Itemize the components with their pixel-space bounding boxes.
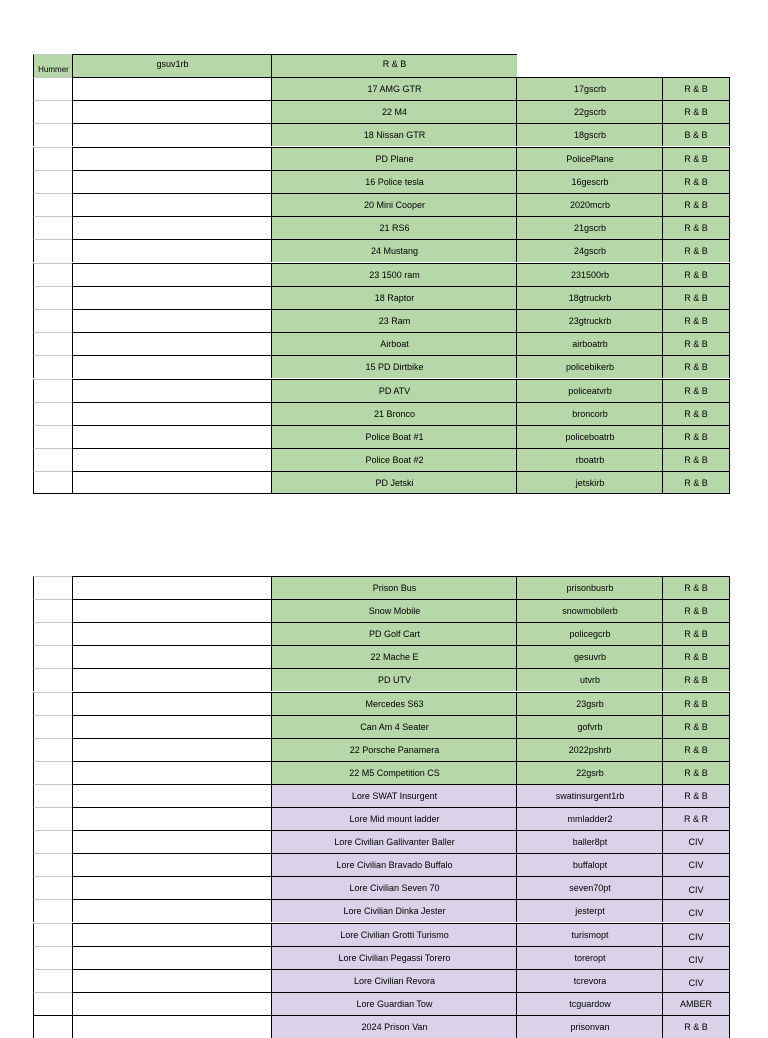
empty-cell[interactable] [72, 123, 272, 146]
spawn-code-cell[interactable]: 231500rb [516, 263, 663, 286]
vehicle-name-cell[interactable]: Lore Civilian Pegassi Torero [271, 946, 517, 969]
vehicle-name-cell[interactable]: Lore Civilian Grotti Turismo [271, 923, 517, 946]
category-cell[interactable]: CIV [662, 830, 730, 853]
table-row [0, 379, 768, 402]
category-cell[interactable]: CIV [662, 899, 730, 922]
empty-cell[interactable] [33, 355, 73, 378]
header-cell-c[interactable]: R & B [271, 54, 517, 77]
table-row [0, 830, 768, 853]
empty-cell[interactable] [72, 645, 272, 668]
empty-cell[interactable] [33, 239, 73, 262]
table-row [0, 1015, 768, 1032]
empty-cell[interactable] [72, 309, 272, 332]
empty-cell[interactable] [72, 622, 272, 645]
category-cell[interactable]: R & B [662, 425, 730, 448]
empty-cell[interactable] [33, 692, 73, 715]
category-cell[interactable]: R & B [662, 715, 730, 738]
category-cell[interactable]: R & B [662, 77, 730, 100]
empty-cell[interactable] [72, 784, 272, 807]
spawn-code-cell[interactable]: 16gescrb [516, 170, 663, 193]
empty-cell[interactable] [72, 738, 272, 761]
empty-cell[interactable] [72, 332, 272, 355]
table-row [0, 170, 768, 193]
empty-cell[interactable] [33, 622, 73, 645]
spawn-code-cell[interactable]: airboatrb [516, 332, 663, 355]
category-cell[interactable]: R & B [662, 576, 730, 599]
table-row [0, 77, 768, 100]
table-row [0, 692, 768, 715]
table-row [0, 425, 768, 448]
table-row [0, 402, 768, 425]
vehicle-name-cell[interactable]: Police Boat #1 [271, 425, 517, 448]
vehicle-name-cell[interactable]: 21 RS6 [271, 216, 517, 239]
empty-cell[interactable] [72, 286, 272, 309]
empty-cell[interactable] [33, 193, 73, 216]
empty-cell[interactable] [72, 668, 272, 691]
empty-cell[interactable] [72, 969, 272, 992]
category-cell[interactable]: R & B [662, 692, 730, 715]
empty-cell[interactable] [72, 876, 272, 899]
empty-cell[interactable] [72, 992, 272, 1015]
empty-cell[interactable] [33, 263, 73, 286]
spawn-code-cell[interactable]: policebikerb [516, 355, 663, 378]
table-row [0, 969, 768, 992]
empty-cell[interactable] [33, 761, 73, 784]
table-row [0, 599, 768, 622]
vehicle-name-cell[interactable]: Lore Civilian Gallivanter Baller [271, 830, 517, 853]
vehicle-name-cell[interactable]: Airboat [271, 332, 517, 355]
empty-cell[interactable] [33, 946, 73, 969]
vehicle-name-cell[interactable]: PD Jetski [271, 471, 517, 494]
category-cell[interactable]: R & B [662, 193, 730, 216]
spawn-code-cell[interactable]: snowmobilerb [516, 599, 663, 622]
vehicle-name-cell[interactable]: Mercedes S63 [271, 692, 517, 715]
table-row [0, 263, 768, 286]
header-cell-a[interactable]: Hummer [33, 54, 73, 77]
empty-cell[interactable] [33, 599, 73, 622]
category-cell[interactable]: R & B [662, 668, 730, 691]
vehicle-name-cell[interactable]: Lore Civilian Revora [271, 969, 517, 992]
vehicle-name-cell[interactable]: 23 Ram [271, 309, 517, 332]
category-cell[interactable]: CIV [662, 969, 730, 992]
table-row [0, 992, 768, 1015]
category-cell[interactable]: R & B [662, 784, 730, 807]
table-row [0, 147, 768, 170]
empty-cell[interactable] [33, 784, 73, 807]
empty-cell[interactable] [33, 899, 73, 922]
table-row [0, 923, 768, 946]
vehicle-name-cell[interactable]: PD Golf Cart [271, 622, 517, 645]
category-cell[interactable]: R & B [662, 379, 730, 402]
table-row [0, 355, 768, 378]
table-row [0, 286, 768, 309]
empty-cell[interactable] [72, 263, 272, 286]
empty-cell[interactable] [33, 1015, 73, 1038]
empty-cell[interactable] [33, 738, 73, 761]
vehicle-name-cell[interactable]: Lore Civilian Bravado Buffalo [271, 853, 517, 876]
empty-cell[interactable] [72, 715, 272, 738]
spawn-code-cell[interactable]: toreropt [516, 946, 663, 969]
empty-cell[interactable] [72, 402, 272, 425]
table-row [0, 100, 768, 123]
vehicle-name-cell[interactable]: PD ATV [271, 379, 517, 402]
empty-cell[interactable] [33, 379, 73, 402]
vehicle-name-cell[interactable]: Lore Civilian Dinka Jester [271, 899, 517, 922]
spawn-code-cell[interactable]: 17gscrb [516, 77, 663, 100]
table-row [0, 239, 768, 262]
spawn-code-cell[interactable]: prisonbusrb [516, 576, 663, 599]
category-cell[interactable]: AMBER [662, 992, 730, 1015]
spawn-code-cell[interactable]: rboatrb [516, 448, 663, 471]
category-cell[interactable]: R & B [662, 355, 730, 378]
spawn-code-cell[interactable]: 22gscrb [516, 100, 663, 123]
category-cell[interactable]: R & B [662, 738, 730, 761]
category-cell[interactable]: CIV [662, 876, 730, 899]
header-cell-b[interactable]: gsuv1rb [72, 54, 272, 77]
empty-cell[interactable] [33, 147, 73, 170]
empty-cell[interactable] [33, 286, 73, 309]
category-cell[interactable]: R & B [662, 239, 730, 262]
empty-cell[interactable] [33, 471, 73, 494]
vehicle-name-cell[interactable]: 16 Police tesla [271, 170, 517, 193]
empty-cell[interactable] [72, 807, 272, 830]
empty-cell[interactable] [72, 899, 272, 922]
spawn-code-cell[interactable]: 22gsrb [516, 761, 663, 784]
category-cell[interactable]: R & B [662, 100, 730, 123]
vehicle-name-cell[interactable]: 23 1500 ram [271, 263, 517, 286]
table-row [0, 738, 768, 761]
empty-cell[interactable] [33, 830, 73, 853]
category-cell[interactable]: R & B [662, 286, 730, 309]
empty-cell[interactable] [33, 923, 73, 946]
spawn-code-cell[interactable]: 2020mcrb [516, 193, 663, 216]
vehicle-name-cell[interactable]: 18 Raptor [271, 286, 517, 309]
empty-cell[interactable] [33, 100, 73, 123]
table-row [0, 668, 768, 691]
empty-cell[interactable] [72, 355, 272, 378]
table-row [0, 761, 768, 784]
table-row [0, 471, 768, 494]
spawn-code-cell[interactable]: jetskirb [516, 471, 663, 494]
empty-cell[interactable] [33, 969, 73, 992]
category-cell[interactable]: B & B [662, 123, 730, 146]
empty-cell[interactable] [72, 448, 272, 471]
empty-cell[interactable] [33, 216, 73, 239]
vehicle-name-cell[interactable]: Lore SWAT Insurgent [271, 784, 517, 807]
empty-cell[interactable] [72, 425, 272, 448]
empty-cell[interactable] [72, 853, 272, 876]
empty-cell[interactable] [33, 332, 73, 355]
empty-cell[interactable] [33, 170, 73, 193]
vehicle-name-cell[interactable]: 17 AMG GTR [271, 77, 517, 100]
spawn-code-cell[interactable]: 18gscrb [516, 123, 663, 146]
empty-cell[interactable] [33, 715, 73, 738]
category-cell[interactable]: R & B [662, 332, 730, 355]
category-cell[interactable]: R & B [662, 147, 730, 170]
vehicle-name-cell[interactable]: 2024 Prison Van [271, 1015, 517, 1038]
category-cell[interactable]: R & B [662, 309, 730, 332]
spawn-code-cell[interactable]: gesuvrb [516, 645, 663, 668]
header-row [0, 54, 768, 77]
spawn-code-cell[interactable]: swatinsurgent1rb [516, 784, 663, 807]
table-row [0, 899, 768, 922]
vehicle-name-cell[interactable]: Prison Bus [271, 576, 517, 599]
empty-cell[interactable] [72, 216, 272, 239]
spawn-code-cell[interactable]: PolicePlane [516, 147, 663, 170]
table-row [0, 876, 768, 899]
table-row [0, 622, 768, 645]
vehicle-name-cell[interactable]: Police Boat #2 [271, 448, 517, 471]
empty-cell[interactable] [72, 170, 272, 193]
vehicle-name-cell[interactable]: 22 M4 [271, 100, 517, 123]
spawn-code-cell[interactable]: policeatvrb [516, 379, 663, 402]
empty-cell[interactable] [72, 692, 272, 715]
empty-cell[interactable] [72, 1015, 272, 1038]
category-cell[interactable]: R & B [662, 170, 730, 193]
table-row [0, 332, 768, 355]
vehicle-name-cell[interactable]: PD UTV [271, 668, 517, 691]
spawn-code-cell[interactable]: prisonvan [516, 1015, 663, 1038]
table-row [0, 645, 768, 668]
spawn-code-cell[interactable]: tcguardow [516, 992, 663, 1015]
empty-cell[interactable] [72, 147, 272, 170]
table-row [0, 193, 768, 216]
empty-cell[interactable] [72, 471, 272, 494]
category-cell[interactable]: R & B [662, 471, 730, 494]
category-cell[interactable]: R & B [662, 402, 730, 425]
empty-cell[interactable] [72, 946, 272, 969]
empty-cell[interactable] [33, 425, 73, 448]
table-row [0, 216, 768, 239]
category-cell[interactable]: R & B [662, 263, 730, 286]
category-cell[interactable]: CIV [662, 946, 730, 969]
vehicle-name-cell[interactable]: Can Am 4 Seater [271, 715, 517, 738]
spawn-code-cell[interactable]: turismopt [516, 923, 663, 946]
empty-cell[interactable] [72, 923, 272, 946]
category-cell[interactable]: CIV [662, 923, 730, 946]
vehicle-name-cell[interactable]: PD Plane [271, 147, 517, 170]
table-row [0, 448, 768, 471]
vehicle-name-cell[interactable]: Lore Mid mount ladder [271, 807, 517, 830]
empty-cell[interactable] [33, 123, 73, 146]
empty-cell[interactable] [72, 77, 272, 100]
spawn-code-cell[interactable]: baller8pt [516, 830, 663, 853]
empty-cell[interactable] [72, 599, 272, 622]
category-cell[interactable]: R & B [662, 1015, 730, 1038]
vehicle-name-cell[interactable]: Lore Civilian Seven 70 [271, 876, 517, 899]
vehicle-name-cell[interactable]: Snow Mobile [271, 599, 517, 622]
vehicle-name-cell[interactable]: 24 Mustang [271, 239, 517, 262]
spawn-code-cell[interactable]: utvrb [516, 668, 663, 691]
empty-cell[interactable] [33, 576, 73, 599]
category-cell[interactable]: R & B [662, 599, 730, 622]
vehicle-name-cell[interactable]: 18 Nissan GTR [271, 123, 517, 146]
empty-cell[interactable] [72, 830, 272, 853]
spawn-code-cell[interactable]: policeboatrb [516, 425, 663, 448]
spawn-code-cell[interactable]: 21gscrb [516, 216, 663, 239]
table-row [0, 309, 768, 332]
empty-cell[interactable] [33, 309, 73, 332]
table-row [0, 784, 768, 807]
spawn-code-cell[interactable]: jesterpt [516, 899, 663, 922]
spawn-code-cell[interactable]: buffalopt [516, 853, 663, 876]
spawn-code-cell[interactable]: 23gsrb [516, 692, 663, 715]
vehicle-name-cell[interactable]: 22 M5 Competition CS [271, 761, 517, 784]
empty-cell[interactable] [72, 379, 272, 402]
category-cell[interactable]: R & B [662, 216, 730, 239]
vehicle-name-cell[interactable]: Lore Guardian Tow [271, 992, 517, 1015]
empty-cell[interactable] [72, 576, 272, 599]
empty-cell[interactable] [72, 239, 272, 262]
empty-cell[interactable] [33, 645, 73, 668]
category-cell[interactable]: R & B [662, 448, 730, 471]
spawn-code-cell[interactable]: 24gscrb [516, 239, 663, 262]
empty-cell[interactable] [33, 77, 73, 100]
vehicle-name-cell[interactable]: 21 Bronco [271, 402, 517, 425]
category-cell[interactable]: R & B [662, 645, 730, 668]
category-cell[interactable]: CIV [662, 853, 730, 876]
empty-cell[interactable] [33, 992, 73, 1015]
vehicle-name-cell[interactable]: 15 PD Dirtbike [271, 355, 517, 378]
spawn-code-cell[interactable]: seven70pt [516, 876, 663, 899]
vehicle-name-cell[interactable]: 20 Mini Cooper [271, 193, 517, 216]
empty-cell[interactable] [72, 761, 272, 784]
spawn-code-cell[interactable]: gofvrb [516, 715, 663, 738]
empty-cell[interactable] [33, 668, 73, 691]
spawn-code-cell[interactable]: tcrevora [516, 969, 663, 992]
empty-cell[interactable] [33, 876, 73, 899]
table-row [0, 946, 768, 969]
vehicle-name-cell[interactable]: 22 Mache E [271, 645, 517, 668]
table-row [0, 715, 768, 738]
spawn-code-cell[interactable]: 2022pshrb [516, 738, 663, 761]
category-cell[interactable]: R & R [662, 807, 730, 830]
category-cell[interactable]: R & B [662, 622, 730, 645]
empty-cell[interactable] [72, 100, 272, 123]
table-row [0, 853, 768, 876]
spawn-code-cell[interactable]: broncorb [516, 402, 663, 425]
empty-cell[interactable] [33, 402, 73, 425]
spawn-code-cell[interactable]: 23gtruckrb [516, 309, 663, 332]
table-row [0, 576, 768, 599]
empty-cell[interactable] [72, 193, 272, 216]
spawn-code-cell[interactable]: mmladder2 [516, 807, 663, 830]
empty-cell[interactable] [33, 807, 73, 830]
category-cell[interactable]: R & B [662, 761, 730, 784]
table-row [0, 807, 768, 830]
spawn-code-cell[interactable]: 18gtruckrb [516, 286, 663, 309]
empty-cell[interactable] [33, 448, 73, 471]
vehicle-name-cell[interactable]: 22 Porsche Panamera [271, 738, 517, 761]
spawn-code-cell[interactable]: policegcrb [516, 622, 663, 645]
empty-cell[interactable] [33, 853, 73, 876]
table-row [0, 123, 768, 146]
